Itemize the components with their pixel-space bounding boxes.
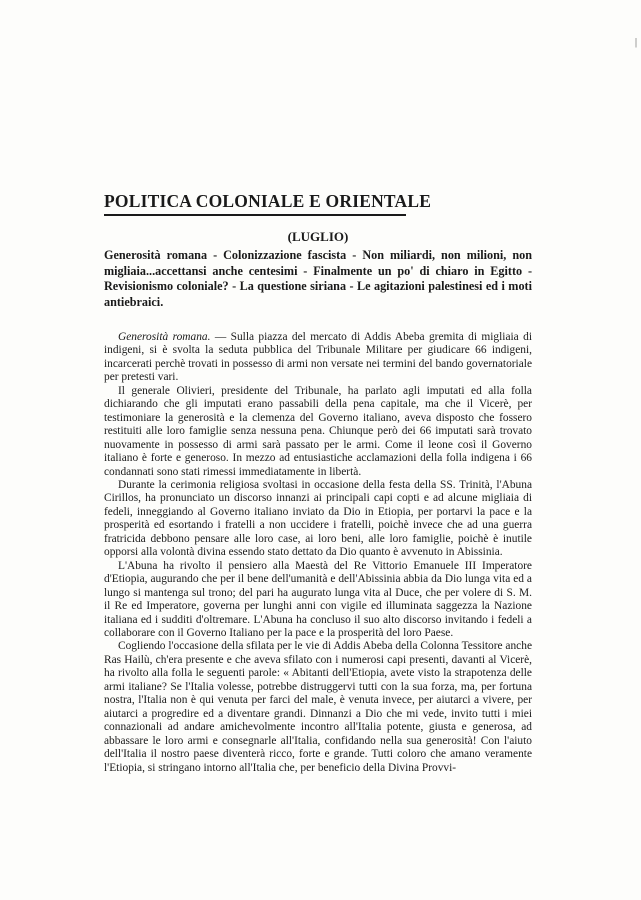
paragraph-text: — Sulla piazza del mercato di Addis Abeba gremita di migliaia di indigeni, si è svolta la seduta pubblica del Tribunale Militare per giudicare 66 indigeni, incarcerati perchè trovati in possesso di armi non versate nei termini del bando governatoriale per pretesti vari. xyxy=(104,331,532,384)
article-summary: Generosità romana - Colonizzazione fascista - Non miliardi, non milioni, non migliaia...accettansi anche centesimi - Finalmente un po' di chiaro in Egitto - Revisionismo coloniale? - La questione siriana - Le agitazioni palestinesi ed i moti antiebraici. xyxy=(104,248,532,309)
paragraph-olivieri: Il generale Olivieri, presidente del Tribunale, ha parlato agli imputati ed alla folla dichiarando che gli imputati erano passabili della pena capitale, ma che il Vicerè, per testimoniare la generosità e la clemenza del Governo italiano, aveva disposto che fossero restituiti alle loro famiglie senza nessuna pena. Chiunque però dei 66 imputati sarà trovato nuovamente in possesso di armi sarà passato per le armi. Come il leone così il Governo italiano è forte e generoso. In mezzo ad entusiastiche acclamazioni della folla indigena i 66 condannati sono stati rimessi immediatamente in libertà. xyxy=(104,384,532,478)
article-body xyxy=(104,331,532,775)
article-heading: POLITICA COLONIALE E ORIENTALE xyxy=(104,191,432,211)
scan-edge-mark: | xyxy=(634,37,637,48)
paragraph-abuna-cirillos: Durante la cerimonia religiosa svoltasi in occasione della festa della SS. Trinità, l'Abuna Cirillos, ha pronunciato un discorso innanzi ai principali capi copti e ad alcune migliaia di fedeli, inneggiando al Governo italiano inviato da Dio in Etiopia, per portarvi la pace e la prosperità ed esortando i fratelli a non uccidere i fratelli, poichè invece che ad una guerra fratricida debbono pensare alle loro case, ai loro beni, alle loro famiglie, poichè è inutile opporsi alla volontà divina essendo stato dettato da Dio quanto è avvenuto in Abissinia. xyxy=(104,478,532,559)
heading-underline xyxy=(104,214,406,216)
paragraph-abuna-pensiero: L'Abuna ha rivolto il pensiero alla Maestà del Re Vittorio Emanuele III Imperatore d'Etiopia, augurando che per il bene dell'umanità e dell'Abissinia abbia da Dio lunga vita ed a lungo si mantenga sul trono; del pari ha augurato lunga vita al Duce, che per volere di S. M. il Re ed Imperatore, governa per lunghi anni con vigile ed illuminata saggezza la Nazione italiana ed i sudditi d'oltremare. L'Abuna ha concluso il suo alto discorso invitando i fedeli a collaborare con il Governo Italiano per la pace e la prosperità del loro Paese. xyxy=(104,559,532,639)
paragraph-ras-hailu: Cogliendo l'occasione della sfilata per le vie di Addis Abeba della Colonna Tessitore anche Ras Hailù, ch'era presente e che aveva sfilato con i numerosi capi presenti, davanti al Vicerè, ha rivolto alla folla le seguenti parole: « Abitanti dell'Etiopia, avete visto la strapotenza delle armi italiane? Se l'Italia volesse, potrebbe distruggervi tutti con la sua forza, ma, per fortuna nostra, l'Italia non è qui venuta per farci del male, è venuta invece, per aiutarci a vivere, per aiutarci a progredire ed a diventare grandi. Dinnanzi a Dio che mi vede, invito tutti i miei connazionali ad andare amichevolmente incontro all'Italia potente, giusta e generosa, ad abbassare le loro armi e consegnarle all'Italia, confidando nella sua generosità! Con l'aiuto dell'Italia il nostro paese diventerà ricco, forte e grande. Tutti coloro che amano veramente l'Etiopia, si stringano intorno all'Italia che, per beneficio della Divina Provvi- xyxy=(104,640,532,774)
paragraph-runin-title: Generosità romana. xyxy=(118,331,211,343)
month-label: (LUGLIO) xyxy=(287,229,349,244)
paragraph-generosita-romana xyxy=(104,331,532,385)
